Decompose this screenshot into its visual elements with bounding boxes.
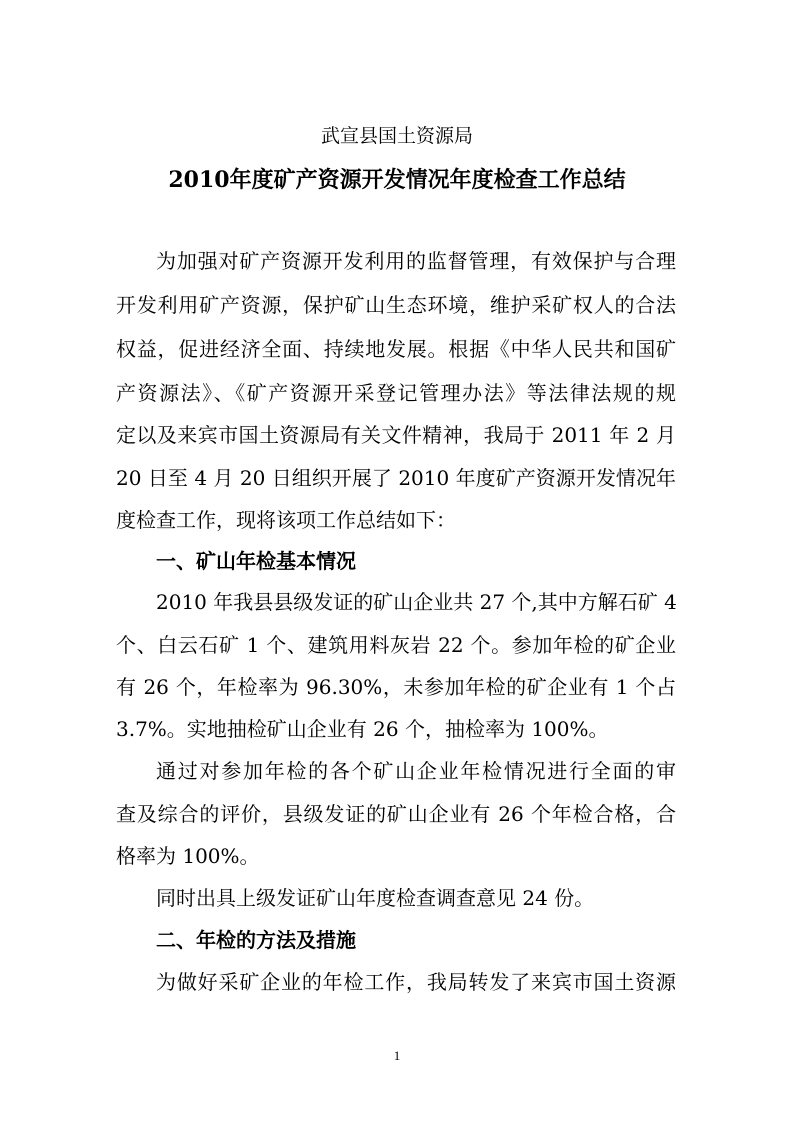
body-line: 开发利用矿产资源，保护矿山生态环境，维护采矿权人的合法 bbox=[116, 293, 676, 317]
body-line: 产资源法》、《矿产资源开采登记管理办法》等法律法规的规 bbox=[116, 381, 676, 405]
body-line: 有 26 个，年检率为 96.30%，未参加年检的矿企业有 1 个占 bbox=[116, 675, 676, 699]
body-line: 2010 年我县县级发证的矿山企业共 27 个,其中方解石矿 4 bbox=[156, 590, 677, 614]
body-line: 定以及来宾市国土资源局有关文件精神，我局于 2011 年 2 月 bbox=[116, 423, 676, 447]
body-line: 格率为 100%。 bbox=[116, 844, 260, 868]
section-heading: 二、年检的方法及措施 bbox=[156, 928, 356, 952]
page-number: 1 bbox=[393, 1048, 401, 1063]
body-line: 为加强对矿产资源开发利用的监督管理，有效保护与合理 bbox=[156, 249, 676, 273]
body-line: 查及综合的评价，县级发证的矿山企业有 26 个年检合格，合 bbox=[116, 802, 676, 826]
document-title: 2010年度矿产资源开发情况年度检查工作总结 bbox=[168, 167, 626, 193]
body-line: 权益，促进经济全面、持续地发展。根据《中华人民共和国矿 bbox=[116, 337, 676, 361]
section-heading: 一、矿山年检基本情况 bbox=[156, 549, 356, 573]
body-line: 3.7%。实地抽检矿山企业有 26 个，抽检率为 100%。 bbox=[116, 717, 609, 741]
body-line: 20 日至 4 月 20 日组织开展了 2010 年度矿产资源开发情况年 bbox=[116, 466, 676, 490]
body-line: 为做好采矿企业的年检工作，我局转发了来宾市国土资源 bbox=[156, 970, 676, 994]
body-line: 度检查工作，现将该项工作总结如下： bbox=[116, 508, 456, 532]
body-line: 个、白云石矿 1 个、建筑用料灰岩 22 个。参加年检的矿企业 bbox=[116, 633, 676, 657]
body-line: 同时出具上级发证矿山年度检查调查意见 24 份。 bbox=[156, 886, 595, 910]
organization-name: 武宣县国土资源局 bbox=[320, 125, 473, 147]
body-line: 通过对参加年检的各个矿山企业年检情况进行全面的审 bbox=[156, 759, 676, 783]
